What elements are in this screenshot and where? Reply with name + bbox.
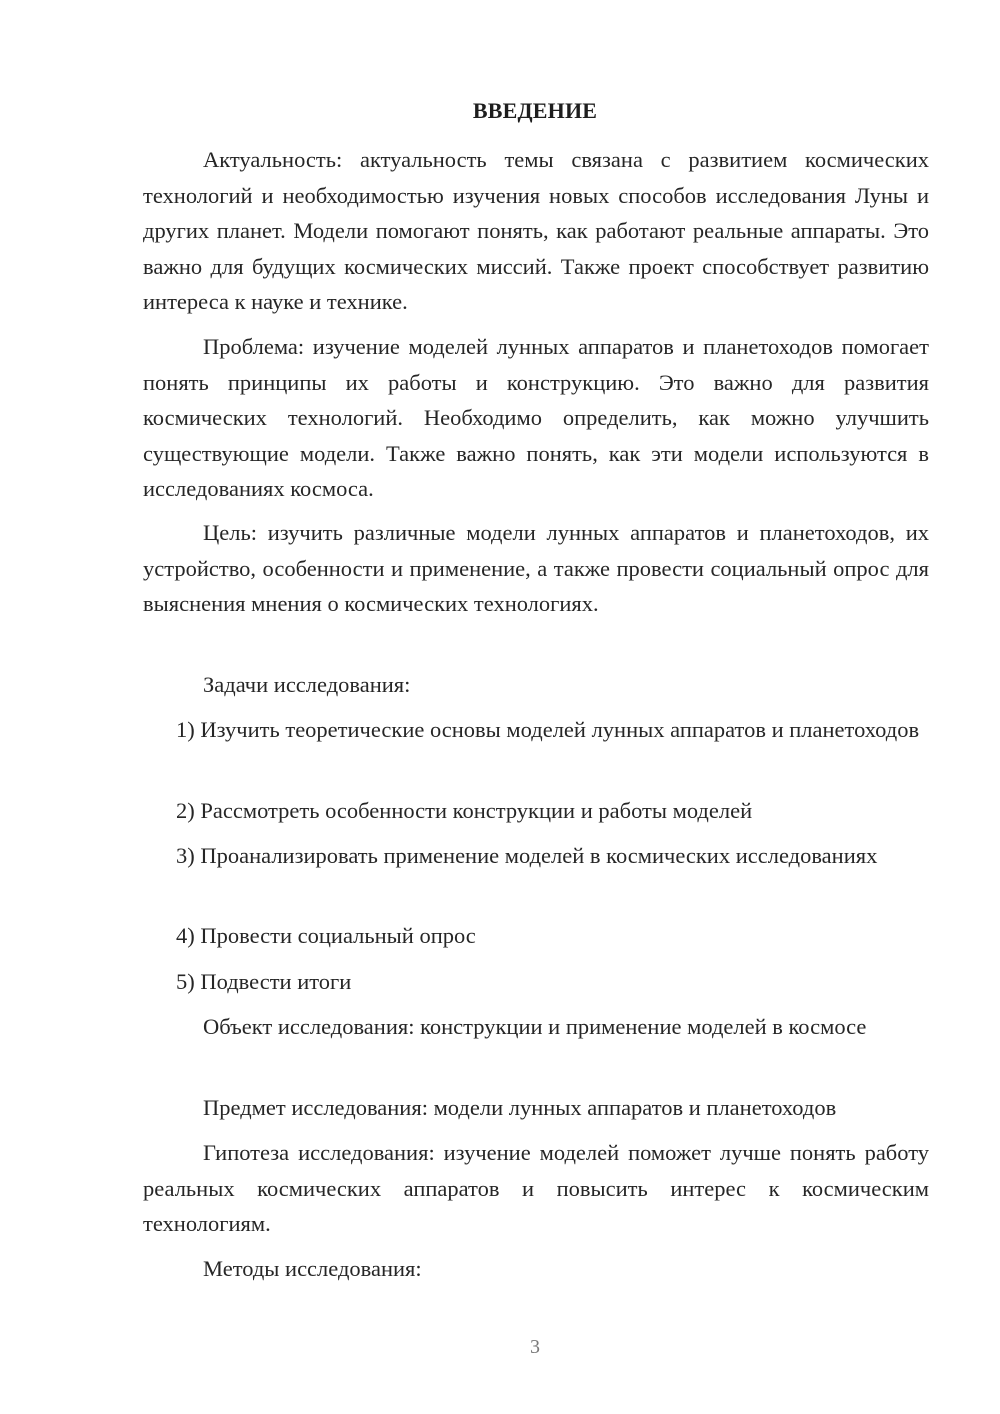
- paragraph-goal: Цель: изучить различные модели лунных аппаратов и планетоходов, их устройство, особенности и применение, а также провести социальный опрос для выяснения мнения о космических технологиях.: [143, 520, 929, 616]
- paragraph-object: Объект исследования: конструкции и применение моделей в космосе: [203, 1014, 867, 1039]
- section-heading: ВВЕДЕНИЕ: [472, 98, 598, 123]
- methods-title: Методы исследования:: [203, 1256, 422, 1281]
- page-number: 3: [530, 1336, 540, 1358]
- paragraph-problem: Проблема: изучение моделей лунных аппаратов и планетоходов помогает понять принципы их работы и конструкцию. Это важно для развития космических технологий. Необходимо определить, как можно улучшить существующие модели. Также важно понять, как эти модели используются в исследованиях космоса.: [143, 334, 929, 501]
- tasks-title: Задачи исследования:: [203, 672, 411, 697]
- paragraph-hypothesis: Гипотеза исследования: изучение моделей поможет лучше понять работу реальных космических аппаратов и повысить интерес к космическим технологиям.: [143, 1140, 929, 1236]
- task-item-3: 3) Проанализировать применение моделей в космических исследованиях: [176, 843, 878, 868]
- task-item-5: 5) Подвести итоги: [176, 969, 352, 994]
- paragraph-relevance: Актуальность: актуальность темы связана с развитием космических технологий и необходимостью изучения новых способов исследования Луны и других планет. Модели помогают понять, как работают реальные аппараты. Это важно для будущих космических миссий. Также проект способствует развитию интереса к науке и технике.: [143, 147, 929, 314]
- task-item-1: 1) Изучить теоретические основы моделей лунных аппаратов и планетоходов: [176, 717, 920, 742]
- task-item-4: 4) Провести социальный опрос: [176, 923, 476, 948]
- task-item-2: 2) Рассмотреть особенности конструкции и работы моделей: [176, 798, 753, 823]
- paragraph-subject: Предмет исследования: модели лунных аппаратов и планетоходов: [203, 1095, 837, 1120]
